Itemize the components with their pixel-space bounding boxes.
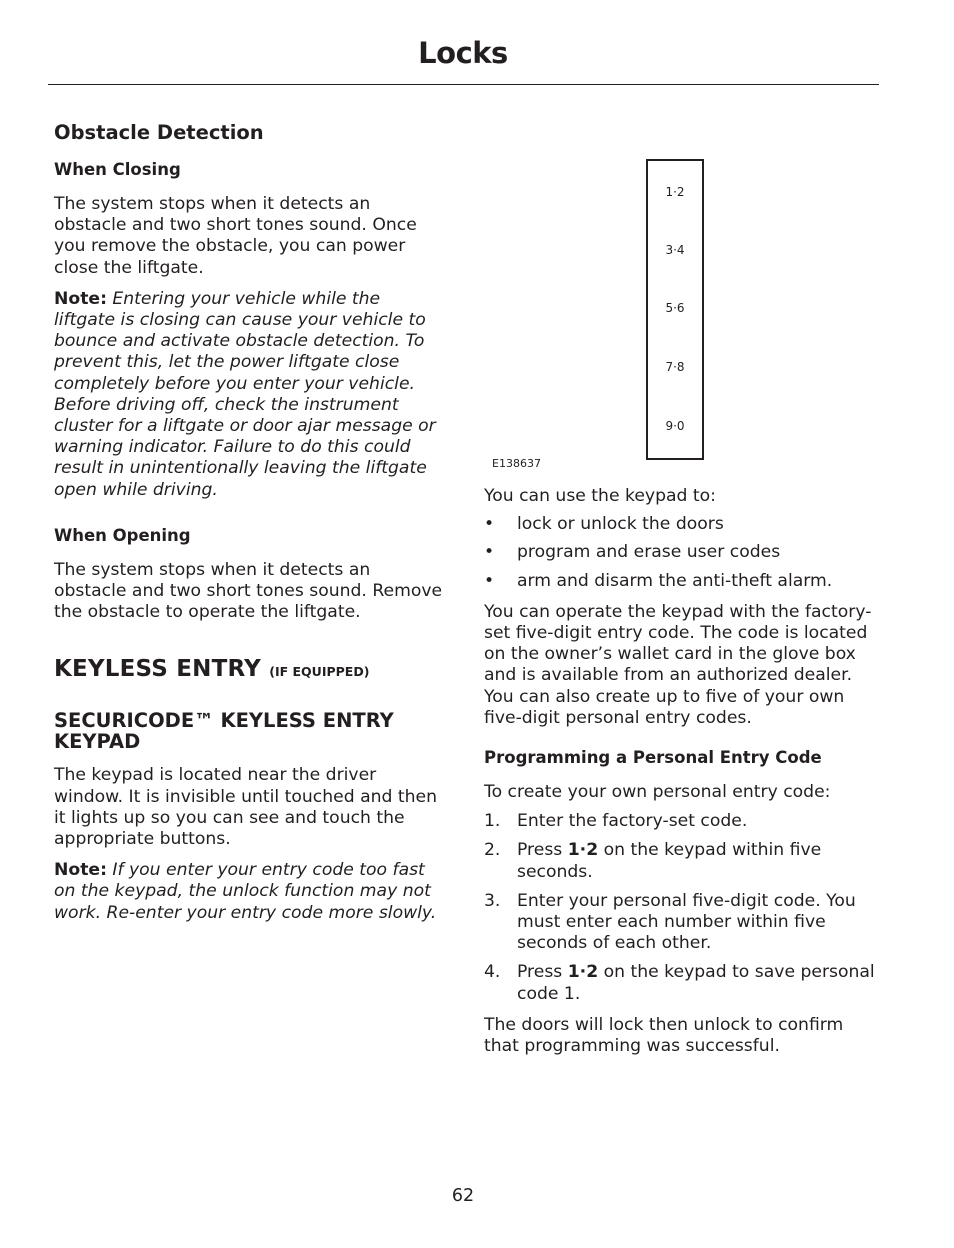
- note-label: Note:: [54, 860, 107, 881]
- step-text-pre: Press: [517, 840, 568, 861]
- page-number: 62: [451, 1186, 475, 1206]
- step-item: [484, 840, 876, 882]
- keyless-entry-heading: [54, 655, 446, 686]
- page-title: Locks: [418, 36, 508, 70]
- bullet: •: [484, 570, 495, 591]
- step-number: 1.: [484, 811, 501, 832]
- keypad-figure: [484, 120, 876, 480]
- list-item: [484, 542, 876, 563]
- step-number: 2.: [484, 840, 501, 861]
- key-label: 1·2: [567, 840, 599, 861]
- bullet: •: [484, 514, 495, 535]
- left-column: [54, 120, 446, 924]
- if-equipped-label: (IF EQUIPPED): [269, 664, 370, 680]
- create-code-intro: To create your own personal entry code:: [484, 782, 831, 803]
- factory-code-paragraph: You can operate the keypad with the factory-set five-digit entry code. The code is located on the owner’s wallet card in the glove box and is available from an authorized dealer. You can also create up to five of your own five-digit personal entry codes.: [484, 601, 872, 728]
- bullet: •: [484, 542, 495, 563]
- securicode-heading: SECURICODE™ KEYLESS ENTRY KEYPAD: [54, 709, 394, 754]
- key-3-4: 3·4: [665, 243, 685, 257]
- keypad-uses-list: [484, 514, 876, 592]
- confirmation-paragraph: The doors will lock then unlock to confirm that programming was successful.: [484, 1014, 844, 1057]
- keypad-uses-intro: You can use the keypad to:: [484, 486, 716, 506]
- programming-heading: Programming a Personal Entry Code: [484, 748, 822, 768]
- when-opening-heading: When Opening: [54, 525, 191, 545]
- list-item: [484, 571, 876, 592]
- note-text: If you enter your entry code too fast on the keypad, the unlock function may not work. Re-enter your entry code more slowly.: [54, 860, 437, 923]
- key-5-6: 5·6: [665, 301, 685, 315]
- list-item: [484, 514, 876, 535]
- keyless-entry-title: KEYLESS ENTRY: [54, 656, 262, 683]
- closing-paragraph: The system stops when it detects an obstacle and two short tones sound. Once you remove the obstacle, you can power close the liftgate.: [54, 194, 417, 278]
- step-text-post: on the keypad within five seconds.: [517, 840, 822, 882]
- key-1-2: 1·2: [665, 185, 685, 199]
- title-divider: [48, 84, 879, 85]
- step-text: Enter the factory-set code.: [517, 811, 748, 832]
- step-text: Enter your personal five-digit code. You must enter each number within five seconds of each other.: [517, 890, 856, 954]
- key-9-0: 9·0: [665, 419, 685, 433]
- key-label: 1·2: [567, 962, 599, 983]
- step-text-pre: Press: [517, 962, 568, 983]
- step-item: [484, 962, 876, 1004]
- programming-steps: [484, 811, 876, 1005]
- entry-speed-note: [54, 860, 446, 924]
- step-item: [484, 811, 876, 832]
- liftgate-note: [54, 289, 446, 501]
- obstacle-detection-heading: Obstacle Detection: [54, 121, 264, 144]
- keypad-location-paragraph: The keypad is located near the driver window. It is invisible until touched and then it lights up so you can see and touch the appropriate buttons.: [54, 765, 437, 850]
- note-label: Note:: [54, 288, 107, 309]
- right-column: [484, 120, 876, 1057]
- step-number: 3.: [484, 890, 501, 911]
- figure-code: E138637: [492, 457, 541, 470]
- list-item-text: lock or unlock the doors: [517, 514, 724, 535]
- step-item: [484, 891, 876, 955]
- step-number: 4.: [484, 962, 501, 983]
- keypad-illustration: [646, 159, 704, 460]
- list-item-text: program and erase user codes: [517, 542, 781, 563]
- step-text-post: on the keypad to save personal code 1.: [517, 962, 875, 1004]
- note-text: Entering your vehicle while the liftgate is closing can cause your vehicle to bounce and activate obstacle detection. To prevent this, let the power liftgate close completely before you enter your vehicle. Before driving off, check the instrument cluster for a liftgate or door ajar message or warning indicator. Failure to do this could result in unintentionally leaving the liftgate open while driving.: [54, 288, 436, 500]
- opening-paragraph: The system stops when it detects an obstacle and two short tones sound. Remove the obstacle to operate the liftgate.: [54, 559, 443, 623]
- list-item-text: arm and disarm the anti-theft alarm.: [517, 570, 833, 591]
- when-closing-heading: When Closing: [54, 160, 181, 179]
- key-7-8: 7·8: [665, 360, 685, 374]
